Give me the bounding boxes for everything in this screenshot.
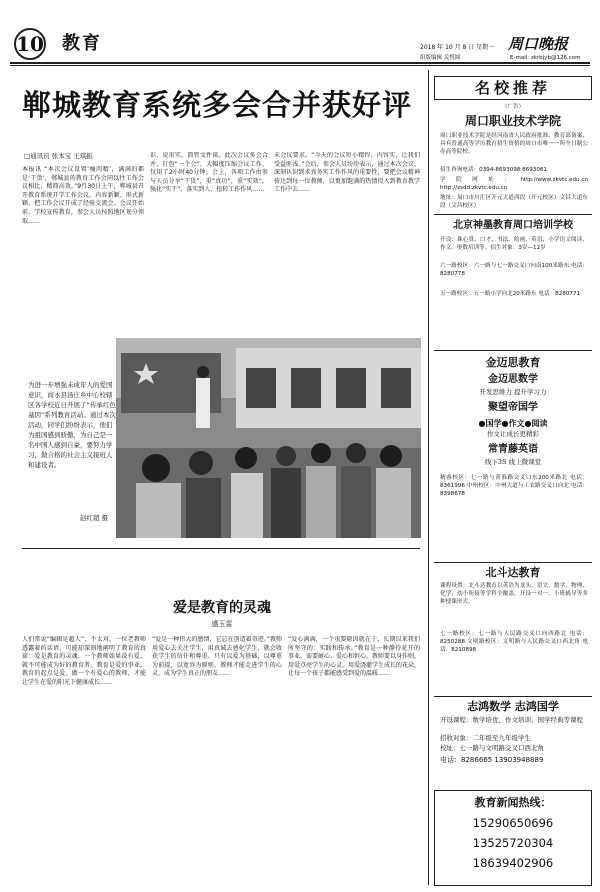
- jms-addresses: 精睿校区：七一路与黄淮路交叉口东200米路北 电话：8361996 中州校区：中州大道与工农路交叉口向北 电话：8398678: [440, 475, 588, 497]
- issue-date: 2018 年 10 月 8 日 星期一: [420, 44, 495, 51]
- ad-divider: [434, 214, 592, 215]
- essay-author: 盛玉雷: [211, 620, 233, 628]
- hotline-title: 教育新闻热线：: [474, 796, 552, 809]
- column-divider: [428, 70, 429, 885]
- editor-line: 组版编辑 关悦圆: [420, 55, 461, 61]
- byline: □通讯员 张本宝 王琪振: [24, 152, 93, 160]
- photo-credit: 赵红超 摄: [80, 514, 109, 522]
- paper-name: 周口晚报: [508, 35, 569, 53]
- page-number: 10: [14, 28, 46, 60]
- essay-title: 爱是教育的灵魂: [173, 600, 271, 616]
- beidou-name: 北斗达教育: [485, 566, 541, 579]
- article-column-3: 未会议要求。“今天的会议短小精悍、内容实，让我们受益匪浅。”会后，参会人员纷纷表示，通过本次会议，深刻认识到求真务实工作作风的重要性，要把会议精神传达到每一位教师，以更加饱满的热情投入到教育教学工作中去……: [274, 152, 420, 194]
- school1-address: 地址：周口市川汇区开元大道西段（开元校区）文昌大道东段（文昌校区）: [440, 195, 588, 209]
- essay-column-2: “爱是一种伟大的感情，它总在创造着奇迹。”教师用爱心去关注学生，用真诚去感化学生，就会收获学生的信任和尊重。只有以爱为基础，以尊重为前提，以宽容为原则，教师才能走进学生的心灵，成为学生真正的朋友……: [152, 636, 282, 678]
- zhihong-courses: 开设课程：数学培优、作文培训、国学经典等课程: [440, 716, 583, 724]
- section-title: 教育: [62, 33, 102, 54]
- header-rule: [10, 62, 590, 64]
- ad-note: （广告）: [501, 104, 524, 110]
- photo-illustration: [116, 338, 421, 538]
- hotline-number-1: 15290650696: [472, 816, 554, 830]
- photo-caption: 为进一步增强未成年人的爱国意识，商水县汤庄乡中心校辖区各学校近日开展了“传承红色基因”系列教育活动。通过本次活动，同学们纷纷表示，他们为祖国感到骄傲，为自己是一名中国人感到自豪，要努力学习，做合格的社会主义接班人和建设者。: [28, 381, 116, 469]
- beidou-intro: 课程设置：北斗达教育以英语为龙头，语文、数学、物理、化学、幼小衔接等学科全覆盖，开设一对一、小班辅导等多种授课形式。: [440, 583, 588, 605]
- zhihong-address: 校址：七一路与文明路交叉口西北角: [440, 744, 544, 752]
- ad-divider: [434, 696, 592, 697]
- jms-slogan: 开发思维力 提升学习力: [479, 388, 547, 396]
- school1-site: 学院网址：http://www.zkvtc.edu.cn http://zsdd.zkvtc.edu.cn: [440, 177, 588, 191]
- school1-phone: 招生咨询电话：0394-8693098 8693081: [440, 167, 548, 173]
- jms-sub-slogan: 作文让成长更精彩: [487, 430, 539, 438]
- jms-name: 金迈思教育: [485, 356, 541, 369]
- school2-branch-2: 五一路校区：五一路小学向北20米路东 电话：8280771: [440, 291, 581, 297]
- article-column-1: 本报讯 “本次会议设置‘瘦肉精’，满满的都是‘干货’，郸城县的教育工作会同以往工作会议相比，精简高效。”9月30日上午，郸城县召开教育系统开学工作会议，内容新颖、形式新颖，把工作会议开成了经验交流会。会议开始前，学校宣传教育，参会人员按照地区划分领取……: [22, 166, 144, 225]
- jms-guoxue: 聚望帝国学: [488, 402, 538, 413]
- school2-branch-1: 六一路校区：六一路与七一路交叉口向南100米路东 电话：8280778: [440, 263, 588, 277]
- beidou-addresses: 七一路校区：七一路与人民路交叉口向西路北 电话：8250288 文明路校区：文明路与人民路交叉口西北角 电话：8210898: [440, 631, 588, 653]
- essay-column-1: 人们常说“编辑是超人”，不太对，一位老教师透露着的话语，可能却深刻地阐明了教育的真谛：爱是教育的灵魂。一个教师如果没有爱，就不可能成为好的教育者。教育是爱的事业，教育的起点是爱。做一个有爱心的教师，才能让学生在爱的阳光下健康成长……: [22, 636, 146, 686]
- hotline-number-3: 18639402906: [472, 856, 554, 870]
- hotline-number-2: 13525720304: [472, 836, 554, 850]
- header-rule-thin: [10, 65, 590, 66]
- headline: 郸城教育系统多会合并获好评: [22, 88, 413, 122]
- school1-intro: 周口职业技术学院是经河南省人民政府批准、教育部备案，具有普通高等学历教育招生资格的周口市唯一一所全日制公办高等院校。: [440, 133, 588, 155]
- news-photo: [116, 338, 421, 538]
- zhihong-name: 志鸿数学 志鸿国学: [467, 700, 559, 713]
- ad-section-header: 名校推荐: [434, 76, 592, 100]
- school1-name: 周口职业技术学院: [464, 114, 561, 128]
- jms-subjects: ●国学●作文●阅读: [478, 418, 548, 428]
- ad-divider: [434, 350, 592, 351]
- section-divider: [22, 548, 420, 549]
- zhihong-phone: 电话：8286665 13903948889: [440, 756, 544, 764]
- article-column-2: 识、说重实，简管文件谈。此次会议多会合并，打包“一个会”，大幅度压缩会议工作，仅用了2小时40分钟。会上，各项工作由参与人员分享“干货”，重“真功”，重“实效”，强化“实干”，落实到人，扭转工作作风……: [150, 152, 268, 194]
- jms-english: 常青藤英语: [488, 444, 538, 455]
- jms-math: 金迈思数学: [488, 374, 538, 385]
- ad-divider: [434, 562, 592, 563]
- school2-name: 北京神墨教育周口培训学校: [453, 220, 573, 231]
- email-line: E-mail: zkrbjyb@126.com: [510, 55, 581, 61]
- essay-column-3: “爱心满满，一个重要原因就在于，长期以来我们所坚守的：实践和传承。”教育是一种静待花开的事业，需要耐心、爱心和恒心。教师要以身作则，用爱点亮学生的心灵，用爱浇灌学生成长的花朵，让每一个孩子都能感受到爱的温暖……: [288, 636, 420, 678]
- school2-intro: 开设：珠心算、口才、书法、绘画、英语、小学语文阅读、作文、奥数培训等。招生对象：3岁—12岁: [440, 237, 588, 251]
- zhihong-enroll: 招收对象：二年级至九年级学生: [440, 734, 531, 742]
- jms-english-slogan: 线下3S 线上微课堂: [484, 458, 542, 466]
